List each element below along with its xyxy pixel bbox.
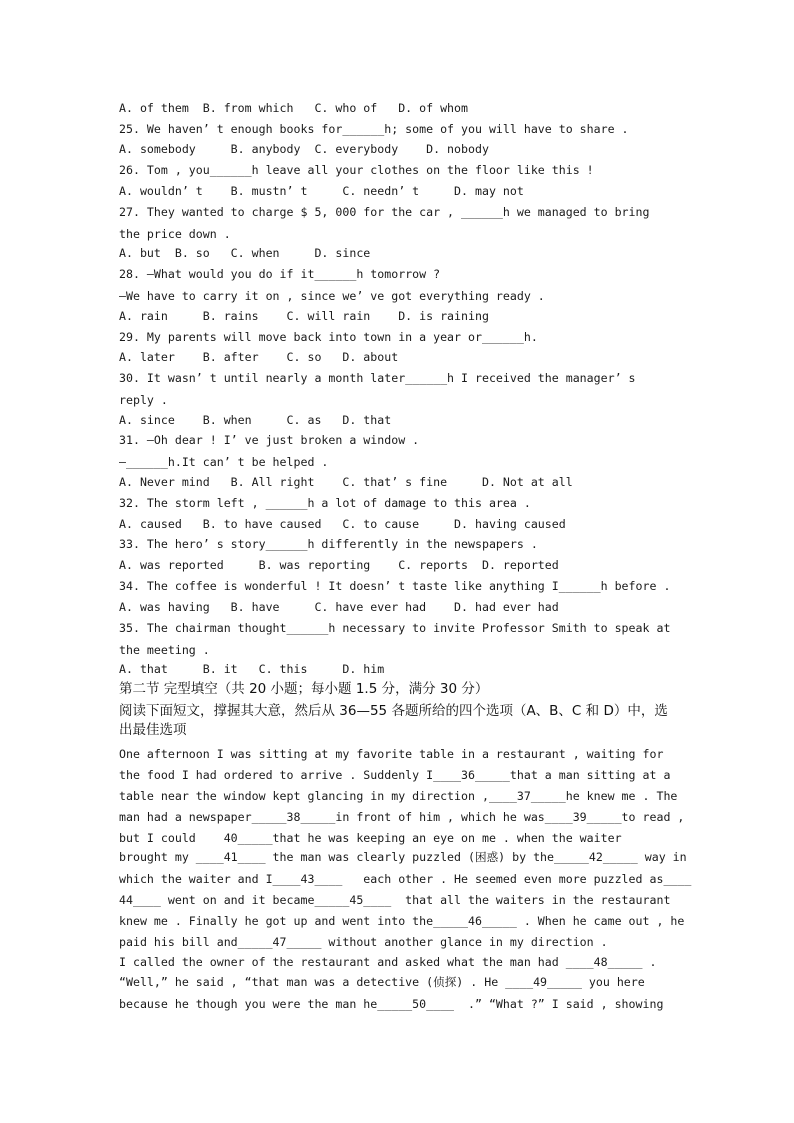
passage-line: the food I had ordered to arrive . Suddenly I____36_____that a man sitting at a [119, 768, 671, 782]
q32-stem: 32. The storm left , ______h a lot of damage to this area . [119, 496, 531, 510]
q35-options: A. that B. it C. this D. him [119, 662, 385, 676]
passage-line: table near the window kept glancing in my direction ,____37_____he knew me . The [119, 789, 678, 803]
q27-stem-cont: the price down . [119, 227, 231, 241]
q26-options: A. wouldn’ t B. mustn’ t C. needn’ t D. may not [119, 184, 524, 198]
passage-line: because he though you were the man he_____50____ .” “What ?” I said , showing [119, 997, 664, 1011]
q29-stem: 29. My parents will move back into town in a year or______h. [119, 330, 538, 344]
q25-stem: 25. We haven’ t enough books for______h; some of you will have to share . [119, 122, 629, 136]
passage-line: “Well,” he said , “that man was a detective (侦探) . He ____49_____ you here [119, 975, 645, 989]
q28-stem-cont: —We have to carry it on , since we’ ve got everything ready . [119, 289, 545, 303]
passage-line: man had a newspaper_____38_____in front of him , which he was____39_____to read , [119, 810, 685, 824]
q29-options: A. later B. after C. so D. about [119, 350, 399, 364]
passage-line: 44____ went on and it became_____45____ that all the waiters in the restaurant [119, 893, 671, 907]
q27-stem: 27. They wanted to charge $ 5, 000 for the car , ______h we managed to bring [119, 205, 650, 219]
passage-line: I called the owner of the restaurant and asked what the man had ____48_____ . [119, 955, 657, 969]
q26-stem: 26. Tom , you______h leave all your clothes on the floor like this ! [119, 163, 594, 177]
passage-line: which the waiter and I____43____ each other . He seemed even more puzzled as____ [119, 872, 692, 886]
q35-stem: 35. The chairman thought______h necessary to invite Professor Smith to speak at [119, 621, 671, 635]
q30-stem: 30. It wasn’ t until nearly a month later______h I received the manager’ s [119, 371, 636, 385]
section-instruction-cont: 出最佳选项 [119, 722, 187, 738]
passage-line: but I could 40_____that he was keeping an eye on me . when the waiter [119, 831, 622, 845]
q27-options: A. but B. so C. when D. since [119, 246, 371, 260]
q33-stem: 33. The hero’ s story______h differently in the newspapers . [119, 537, 538, 551]
q25-options: A. somebody B. anybody C. everybody D. nobody [119, 142, 489, 156]
q31-options: A. Never mind B. All right C. that’ s fine D. Not at all [119, 475, 573, 489]
section-instruction: 阅读下面短文，撑握其大意，然后从 36—55 各题所给的四个选项（A、B、C 和 D）中，选 [119, 703, 668, 719]
q31-stem: 31. —Oh dear ! I’ ve just broken a window . [119, 433, 420, 447]
q33-options: A. was reported B. was reporting C. reports D. reported [119, 558, 559, 572]
q24-options: A. of them B. from which C. who of D. of whom [119, 101, 469, 115]
q30-stem-cont: reply . [119, 393, 168, 407]
q32-options: A. caused B. to have caused C. to cause D. having caused [119, 517, 566, 531]
q31-stem-cont: —______h.It can’ t be helped . [119, 455, 329, 469]
passage-line: brought my ____41____ the man was clearly puzzled (困惑) by the_____42_____ way in [119, 850, 687, 864]
q34-options: A. was having B. have C. have ever had D. had ever had [119, 600, 559, 614]
q30-options: A. since B. when C. as D. that [119, 413, 392, 427]
passage-line: One afternoon I was sitting at my favorite table in a restaurant , waiting for [119, 747, 664, 761]
section-heading: 第二节 完型填空（共 20 小题；每小题 1.5 分，满分 30 分） [119, 681, 489, 697]
passage-line: paid his bill and_____47_____ without another glance in my direction . [119, 935, 608, 949]
passage-line: knew me . Finally he got up and went into the_____46_____ . When he came out , he [119, 914, 685, 928]
q34-stem: 34. The coffee is wonderful ! It doesn’ t taste like anything I______h before . [119, 579, 671, 593]
q35-stem-cont: the meeting . [119, 643, 210, 657]
q28-stem: 28. —What would you do if it______h tomorrow ? [119, 267, 441, 281]
q28-options: A. rain B. rains C. will rain D. is raining [119, 309, 489, 323]
